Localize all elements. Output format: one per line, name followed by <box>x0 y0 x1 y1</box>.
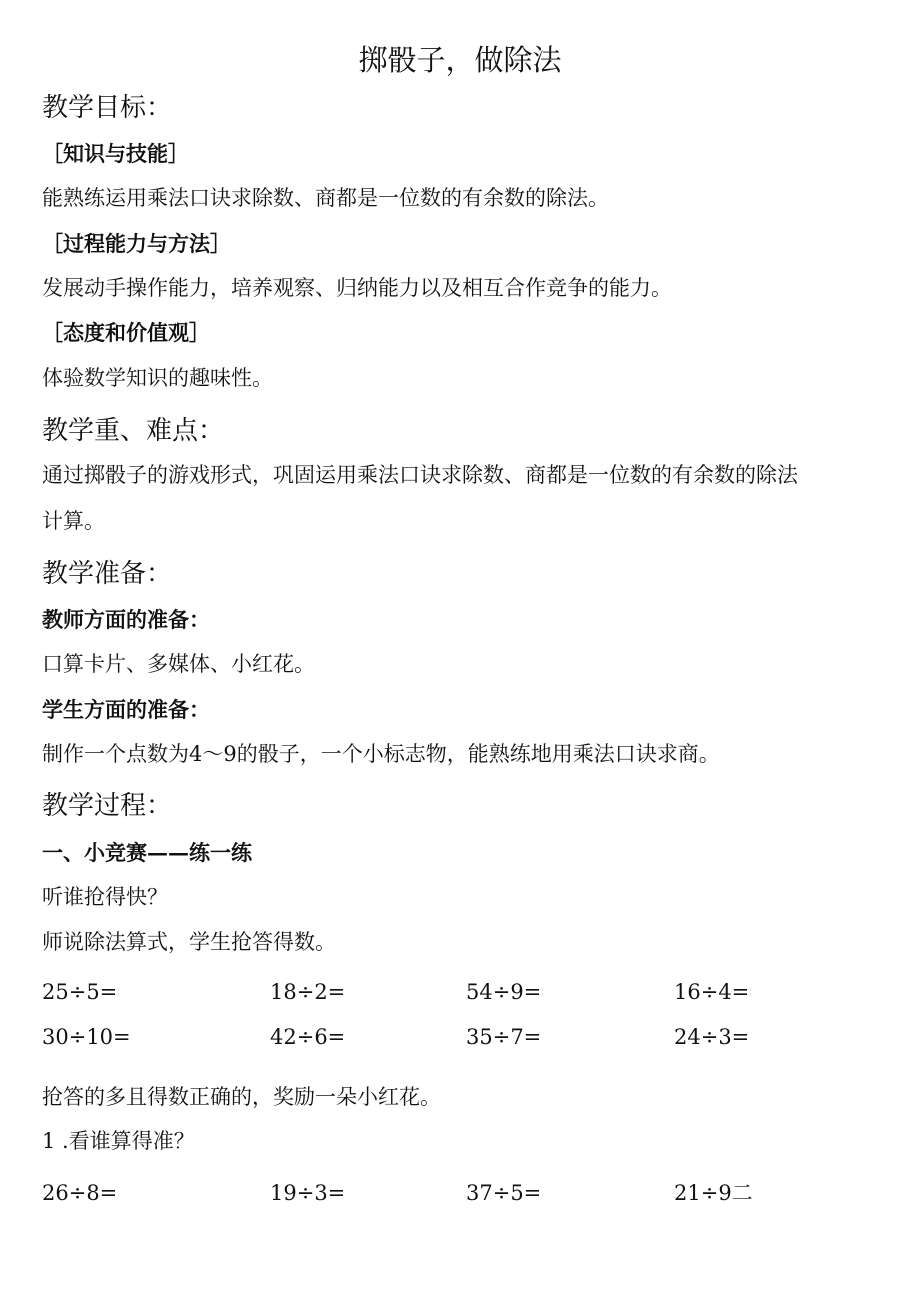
equation: 16÷4= <box>674 980 750 1004</box>
teacher-prep-heading: 教师方面的准备： <box>42 607 210 632</box>
part1-heading: 一、小竞赛——练一练 <box>42 840 252 865</box>
attitude-text: 体验数学知识的趣味性。 <box>42 366 273 390</box>
equation: 18÷2= <box>270 980 346 1004</box>
equation: 37÷5= <box>466 1181 542 1205</box>
part1-instruction: 师说除法算式，学生抢答得数。 <box>42 930 336 954</box>
key-points-heading: 教学重、难点： <box>42 416 225 446</box>
item1-heading: 1 .看谁算得准？ <box>42 1129 195 1153</box>
student-prep-heading: 学生方面的准备： <box>42 697 210 722</box>
key-points-text-line1: 通过掷骰子的游戏形式，巩固运用乘法口诀求除数、商都是一位数的有余数的除法 <box>42 463 798 487</box>
part1-question: 听谁抢得快？ <box>42 885 168 909</box>
page-title: 掷骰子，做除法 <box>358 43 562 77</box>
equation: 25÷5= <box>42 980 118 1004</box>
equation: 42÷6= <box>270 1025 346 1049</box>
process-text: 发展动手操作能力，培养观察、归纳能力以及相互合作竞争的能力。 <box>42 276 672 300</box>
equation: 21÷9二 <box>674 1181 753 1205</box>
equation: 26÷8= <box>42 1181 118 1205</box>
knowledge-heading: ［知识与技能］ <box>42 141 189 166</box>
attitude-heading: ［态度和价值观］ <box>42 320 210 345</box>
student-prep-text: 制作一个点数为4～9的骰子，一个小标志物，能熟练地用乘法口诀求商。 <box>42 742 720 766</box>
prep-heading: 教学准备： <box>42 559 173 589</box>
equation: 54÷9= <box>466 980 542 1004</box>
equation: 30÷10= <box>42 1025 131 1049</box>
equation: 24÷3= <box>674 1025 750 1049</box>
process-heading: ［过程能力与方法］ <box>42 231 231 256</box>
reward-text: 抢答的多且得数正确的，奖励一朵小红花。 <box>42 1085 441 1109</box>
objectives-heading: 教学目标： <box>42 93 173 123</box>
key-points-text-line2: 计算。 <box>42 509 105 533</box>
equation: 35÷7= <box>466 1025 542 1049</box>
teacher-prep-text: 口算卡片、多媒体、小红花。 <box>42 652 315 676</box>
equation: 19÷3= <box>270 1181 346 1205</box>
knowledge-text: 能熟练运用乘法口诀求除数、商都是一位数的有余数的除法。 <box>42 186 609 210</box>
process-main-heading: 教学过程： <box>42 791 173 821</box>
